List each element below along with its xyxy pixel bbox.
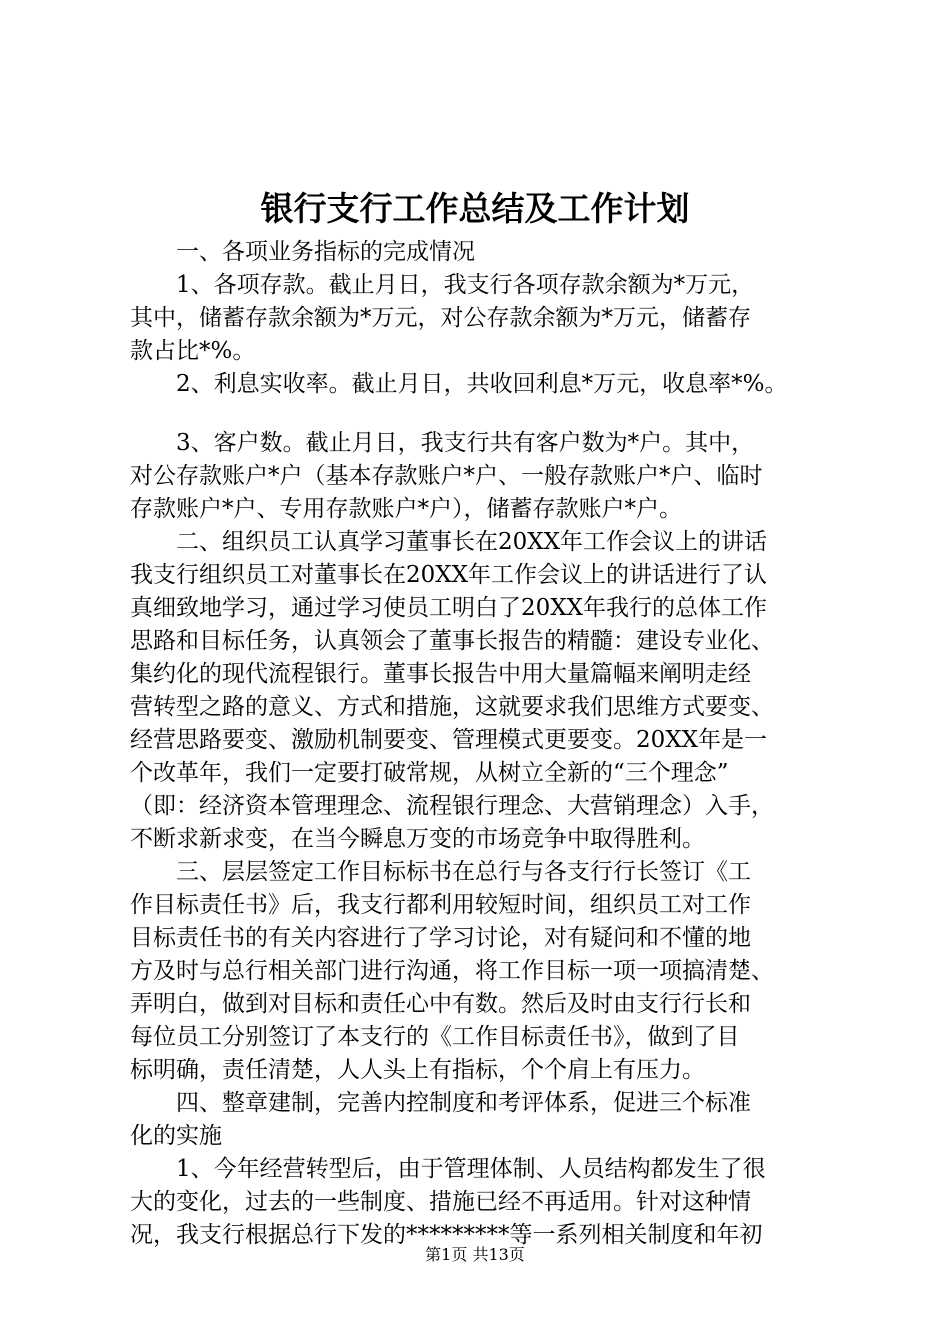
paragraph-line: 1、今年经营转型后，由于管理体制、人员结构都发生了很: [176, 1156, 766, 1182]
paragraph-line: 我支行组织员工对董事长在20XX年工作会议上的讲话进行了认: [130, 562, 768, 588]
paragraph-line: 2、利息实收率。截止月日，共收回利息*万元，收息率*%。: [176, 371, 788, 397]
paragraph-line: 其中，储蓄存款余额为*万元，对公存款余额为*万元，储蓄存: [130, 305, 751, 331]
paragraph-line: 二、组织员工认真学习董事长在20XX年工作会议上的讲话: [176, 529, 768, 555]
paragraph-line: 经营思路要变、激励机制要变、管理模式更要变。20XX年是一: [130, 727, 768, 753]
paragraph-line: 目标责任书的有关内容进行了学习讨论，对有疑问和不懂的地: [130, 925, 751, 951]
paragraph-line: 存款账户*户、专用存款账户*户），储蓄存款账户*户。: [130, 496, 682, 522]
paragraph-line: 三、层层签定工作目标标书在总行与各支行行长签订《工: [176, 859, 751, 885]
paragraph-line: 标明确，责任清楚，人人头上有指标，个个肩上有压力。: [130, 1057, 705, 1083]
document-body: [130, 236, 830, 1252]
paragraph-line: 营转型之路的意义、方式和措施，这就要求我们思维方式要变、: [130, 694, 774, 720]
paragraph-line: 3、客户数。截止月日，我支行共有客户数为*户。其中，: [176, 430, 755, 456]
paragraph-line: 大的变化，过去的一些制度、措施已经不再适用。针对这种情: [130, 1189, 751, 1215]
paragraph-line: 真细致地学习，通过学习使员工明白了20XX年我行的总体工作: [130, 595, 768, 621]
paragraph-line: 一、各项业务指标的完成情况: [176, 239, 475, 265]
paragraph-line: 每位员工分别签订了本支行的《工作目标责任书》，做到了目: [130, 1024, 740, 1050]
paragraph-line: 1、各项存款。截止月日，我支行各项存款余额为*万元，: [176, 272, 755, 298]
paragraph-line: 作目标责任书》后，我支行都利用较短时间，组织员工对工作: [130, 892, 751, 918]
paragraph-line: 集约化的现代流程银行。董事长报告中用大量篇幅来阐明走经: [130, 661, 751, 687]
paragraph-line: 况，我支行根据总行下发的*********等一系列相关制度和年初: [130, 1222, 763, 1248]
paragraph-line: 思路和目标任务，认真领会了董事长报告的精髓：建设专业化、: [130, 628, 774, 654]
paragraph-line: 对公存款账户*户（基本存款账户*户、一般存款账户*户、临时: [130, 463, 763, 489]
paragraph-line: 款占比*%。: [130, 338, 256, 364]
paragraph-line: （即：经济资本管理理念、流程银行理念、大营销理念）入手，: [130, 793, 774, 819]
paragraph-line: 化的实施: [130, 1123, 222, 1149]
paragraph-line: 方及时与总行相关部门进行沟通，将工作目标一项一项搞清楚、: [130, 958, 774, 984]
document-title: 银行支行工作总结及工作计划: [260, 189, 690, 228]
paragraph-line: 个改革年，我们一定要打破常规，从树立全新的“三个理念”: [130, 760, 729, 786]
paragraph-line: 弄明白，做到对目标和责任心中有数。然后及时由支行行长和: [130, 991, 751, 1017]
blank-line: [130, 401, 830, 427]
page-number-footer: 第1页 共13页: [425, 1245, 525, 1264]
paragraph-line: 四、整章建制，完善内控制度和考评体系，促进三个标准: [176, 1090, 751, 1116]
paragraph-line: 不断求新求变，在当今瞬息万变的市场竞争中取得胜利。: [130, 826, 705, 852]
